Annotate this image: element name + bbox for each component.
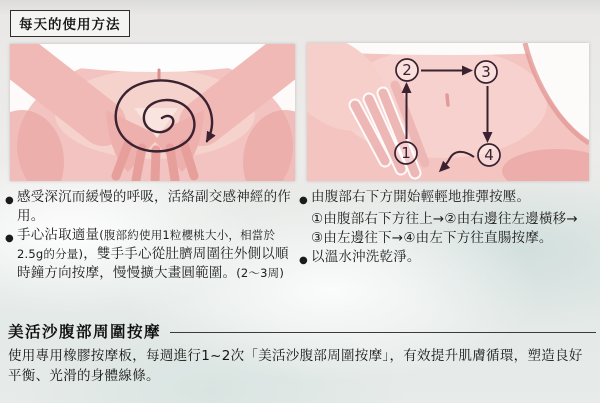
step-4-label: 4 xyxy=(484,146,494,164)
step-2-label: 2 xyxy=(402,61,412,79)
steps-line-1: ①由腹部右下方往上→②由右邊往左邊橫移→ xyxy=(311,211,578,227)
navel xyxy=(447,95,448,105)
bullet-icon: ● xyxy=(299,195,308,206)
dosage-lead: 手心沾取適量 xyxy=(17,227,100,243)
right-bullet-1 xyxy=(299,188,599,210)
bullet-icon: ● xyxy=(299,255,308,266)
dosage-paren: (腹部約使用1粒櫻桃大小，相當於2.5g的分量) xyxy=(17,228,276,261)
bottom-section-title: 美活沙腹部周圍按摩 xyxy=(8,323,162,341)
left-bullet-2-text xyxy=(17,226,298,283)
left-bullet-1 xyxy=(5,188,298,226)
left-bullet-2 xyxy=(5,226,298,283)
right-bullet-2-text: 以溫水沖洗乾淨。 xyxy=(311,249,421,265)
title-rule-line xyxy=(170,332,596,333)
bottom-section-paragraph: 使用專用橡膠按摩板，每週進行1~2次「美活沙腹部周圍按摩」，有效提升肌膚循環，塑造良好平衡、光滑的身體線條。 xyxy=(8,348,583,384)
steps-line-2: ③由左邊往下→④由左下方往直腸按摩。 xyxy=(311,230,553,246)
right-instructions xyxy=(299,188,599,270)
right-bullet-1-text: 由腹部右下方開始輕輕地推彈按壓。 xyxy=(311,189,531,205)
step-3-label: 3 xyxy=(481,63,491,81)
step-1-label: 1 xyxy=(401,144,411,162)
spiral-massage-illustration xyxy=(10,44,295,181)
daily-usage-header-label: 每天的使用方法 xyxy=(19,17,121,33)
bottom-section-header xyxy=(8,320,596,342)
bullet-icon: ● xyxy=(5,233,14,244)
bullet-icon: ● xyxy=(5,195,14,206)
numbered-massage-illustration xyxy=(307,43,589,181)
left-instructions xyxy=(5,188,298,283)
dosage-rest: ，雙手手心從肚臍周圍往外側以順時鐘方向按摩，慢慢擴大畫圓範圍。 xyxy=(17,246,289,281)
daily-usage-header-box xyxy=(10,10,130,37)
numbered-massage-svg xyxy=(307,43,589,181)
right-bullet-2 xyxy=(299,248,599,270)
left-bullet-1-text: 感受深沉而緩慢的呼吸，活絡副交感神經的作用。 xyxy=(17,189,291,224)
dosage-duration: (2～3周) xyxy=(236,266,285,280)
spiral-massage-svg xyxy=(10,44,295,181)
